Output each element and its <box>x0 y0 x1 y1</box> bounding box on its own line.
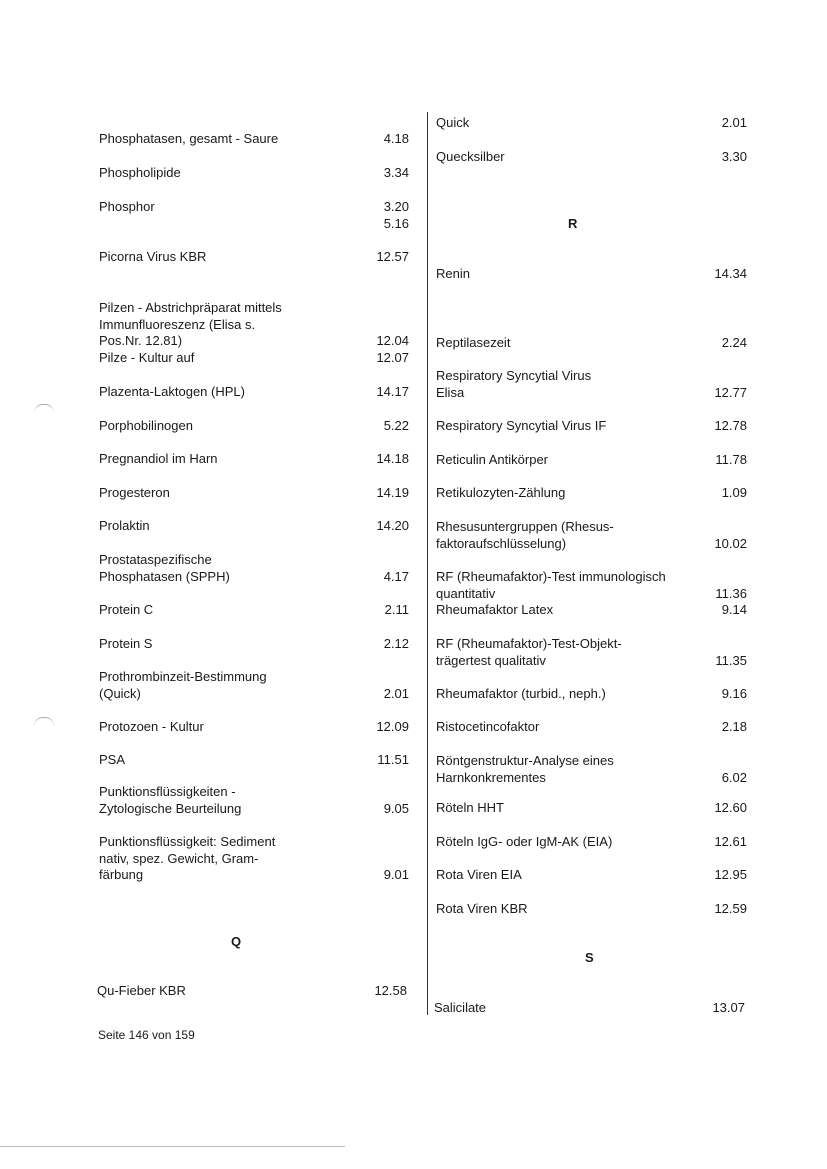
column-divider <box>427 112 428 1015</box>
entry-number: 9.01 <box>383 867 409 882</box>
entry-number: 12.59 <box>714 901 747 916</box>
entry-label: Quecksilber <box>436 149 505 164</box>
entry-number: 12.07 <box>376 350 409 365</box>
entry-label: Ristocetincofaktor <box>436 719 540 734</box>
entry-label: Röteln HHT <box>436 800 504 815</box>
entry-label: Quick <box>436 115 470 130</box>
entry-number: 13.07 <box>712 1000 745 1015</box>
entry-label: Phospholipide <box>99 165 181 180</box>
section-letter-r: R <box>568 216 578 231</box>
entry-label: Qu-Fieber KBR <box>97 983 186 998</box>
scan-mark <box>34 404 54 413</box>
entry-number: 11.78 <box>715 452 747 467</box>
entry-label: Porphobilinogen <box>99 418 193 433</box>
entry-number: 11.35 <box>715 652 747 668</box>
entry-label: Pilzen - Abstrichpräparat mittels Immunfluoreszenz (Elisa s. Pos.Nr. 12.81) <box>99 300 282 348</box>
entry-number: 2.18 <box>721 719 747 734</box>
entry-number: 12.77 <box>714 384 747 400</box>
entry-number: 14.20 <box>376 518 409 533</box>
entry-number: 14.34 <box>714 266 747 281</box>
entry-number: 12.57 <box>376 249 409 264</box>
entry-number: 2.11 <box>384 602 409 617</box>
entry-number: 9.14 <box>721 602 747 617</box>
entry-label: Respiratory Syncytial Virus Elisa <box>436 368 592 400</box>
entry-label: Phosphor <box>99 199 155 214</box>
entry-number: 14.18 <box>376 451 409 466</box>
entry-label: PSA <box>99 752 126 767</box>
section-letter-q: Q <box>231 934 242 949</box>
entry-number: 12.09 <box>376 719 409 734</box>
entry-number: 2.01 <box>383 685 409 701</box>
entry-label: Respiratory Syncytial Virus IF <box>436 418 607 433</box>
entry-number: 3.30 <box>721 149 747 164</box>
entry-label: Punktionsflüssigkeiten - Zytologische Beurteilung <box>99 784 242 816</box>
entry-label: RF (Rheumafaktor)-Test immunologisch quantitativ <box>436 569 666 601</box>
entry-number: 4.18 <box>383 131 409 146</box>
entry-number: 1.09 <box>721 485 747 500</box>
entry-label: Retikulozyten-Zählung <box>436 485 566 500</box>
entry-number: 10.02 <box>714 535 747 551</box>
entry-label: Rheumafaktor (turbid., neph.) <box>436 686 606 701</box>
entry-number: 6.02 <box>721 769 747 785</box>
entry-label: Renin <box>436 266 470 281</box>
scan-mark <box>34 717 54 726</box>
entry-number: 11.36 <box>715 585 747 601</box>
entry-number: 12.58 <box>374 983 407 998</box>
entry-label: Prothrombinzeit-Bestimmung (Quick) <box>99 669 267 701</box>
page-number: Seite 146 von 159 <box>98 1028 195 1042</box>
entry-label: Reptilasezeit <box>436 335 511 350</box>
entry-number: 5.22 <box>383 418 409 433</box>
entry-label: Phosphatasen, gesamt - Saure <box>99 131 279 146</box>
entry-number: 3.34 <box>383 165 409 180</box>
entry-number: 12.95 <box>714 867 747 882</box>
entry-number: 14.17 <box>376 384 409 399</box>
entry-label: Prostataspezifische Phosphatasen (SPPH) <box>99 552 230 584</box>
entry-label: Rota Viren EIA <box>436 867 522 882</box>
entry-label: Rhesusuntergruppen (Rhesus- faktoraufschlüsselung) <box>436 519 614 551</box>
entry-label: Rheumafaktor Latex <box>436 602 554 617</box>
entry-label: Röteln IgG- oder IgM-AK (EIA) <box>436 834 613 849</box>
entry-label: RF (Rheumafaktor)-Test-Objekt- trägertest qualitativ <box>436 636 622 668</box>
entry-number: 9.05 <box>383 800 409 816</box>
entry-label: Protein C <box>99 602 154 617</box>
entry-number: 4.17 <box>383 568 409 584</box>
entry-label: Röntgenstruktur-Analyse eines Harnkonkrementes <box>436 753 614 785</box>
entry-label: Pregnandiol im Harn <box>99 451 218 466</box>
entry-number: 12.61 <box>714 834 747 849</box>
entry-label: Prolaktin <box>99 518 150 533</box>
entry-label: Pilze - Kultur auf <box>99 350 195 365</box>
entry-number: 3.20 5.16 <box>383 199 409 231</box>
entry-label: Progesteron <box>99 485 170 500</box>
entry-number: 14.19 <box>376 485 409 500</box>
entry-number: 2.12 <box>383 636 409 651</box>
entry-number: 12.78 <box>714 418 747 433</box>
entry-number: 12.04 <box>376 333 409 348</box>
entry-label: Plazenta-Laktogen (HPL) <box>99 384 245 399</box>
section-letter-s: S <box>585 950 594 965</box>
entry-number: 2.24 <box>721 335 747 350</box>
entry-label: Rota Viren KBR <box>436 901 528 916</box>
entry-number: 2.01 <box>721 115 747 130</box>
entry-number: 11.51 <box>377 752 409 767</box>
entry-label: Punktionsflüssigkeit: Sediment nativ, spez. Gewicht, Gram- färbung <box>99 834 276 882</box>
entry-number: 12.60 <box>714 800 747 815</box>
entry-label: Protozoen - Kultur <box>99 719 204 734</box>
scan-edge-line <box>0 1146 345 1147</box>
entry-label: Picorna Virus KBR <box>99 249 207 264</box>
entry-label: Protein S <box>99 636 153 651</box>
entry-label: Salicilate <box>434 1000 487 1015</box>
entry-label: Reticulin Antikörper <box>436 452 548 467</box>
entry-number: 9.16 <box>721 686 747 701</box>
